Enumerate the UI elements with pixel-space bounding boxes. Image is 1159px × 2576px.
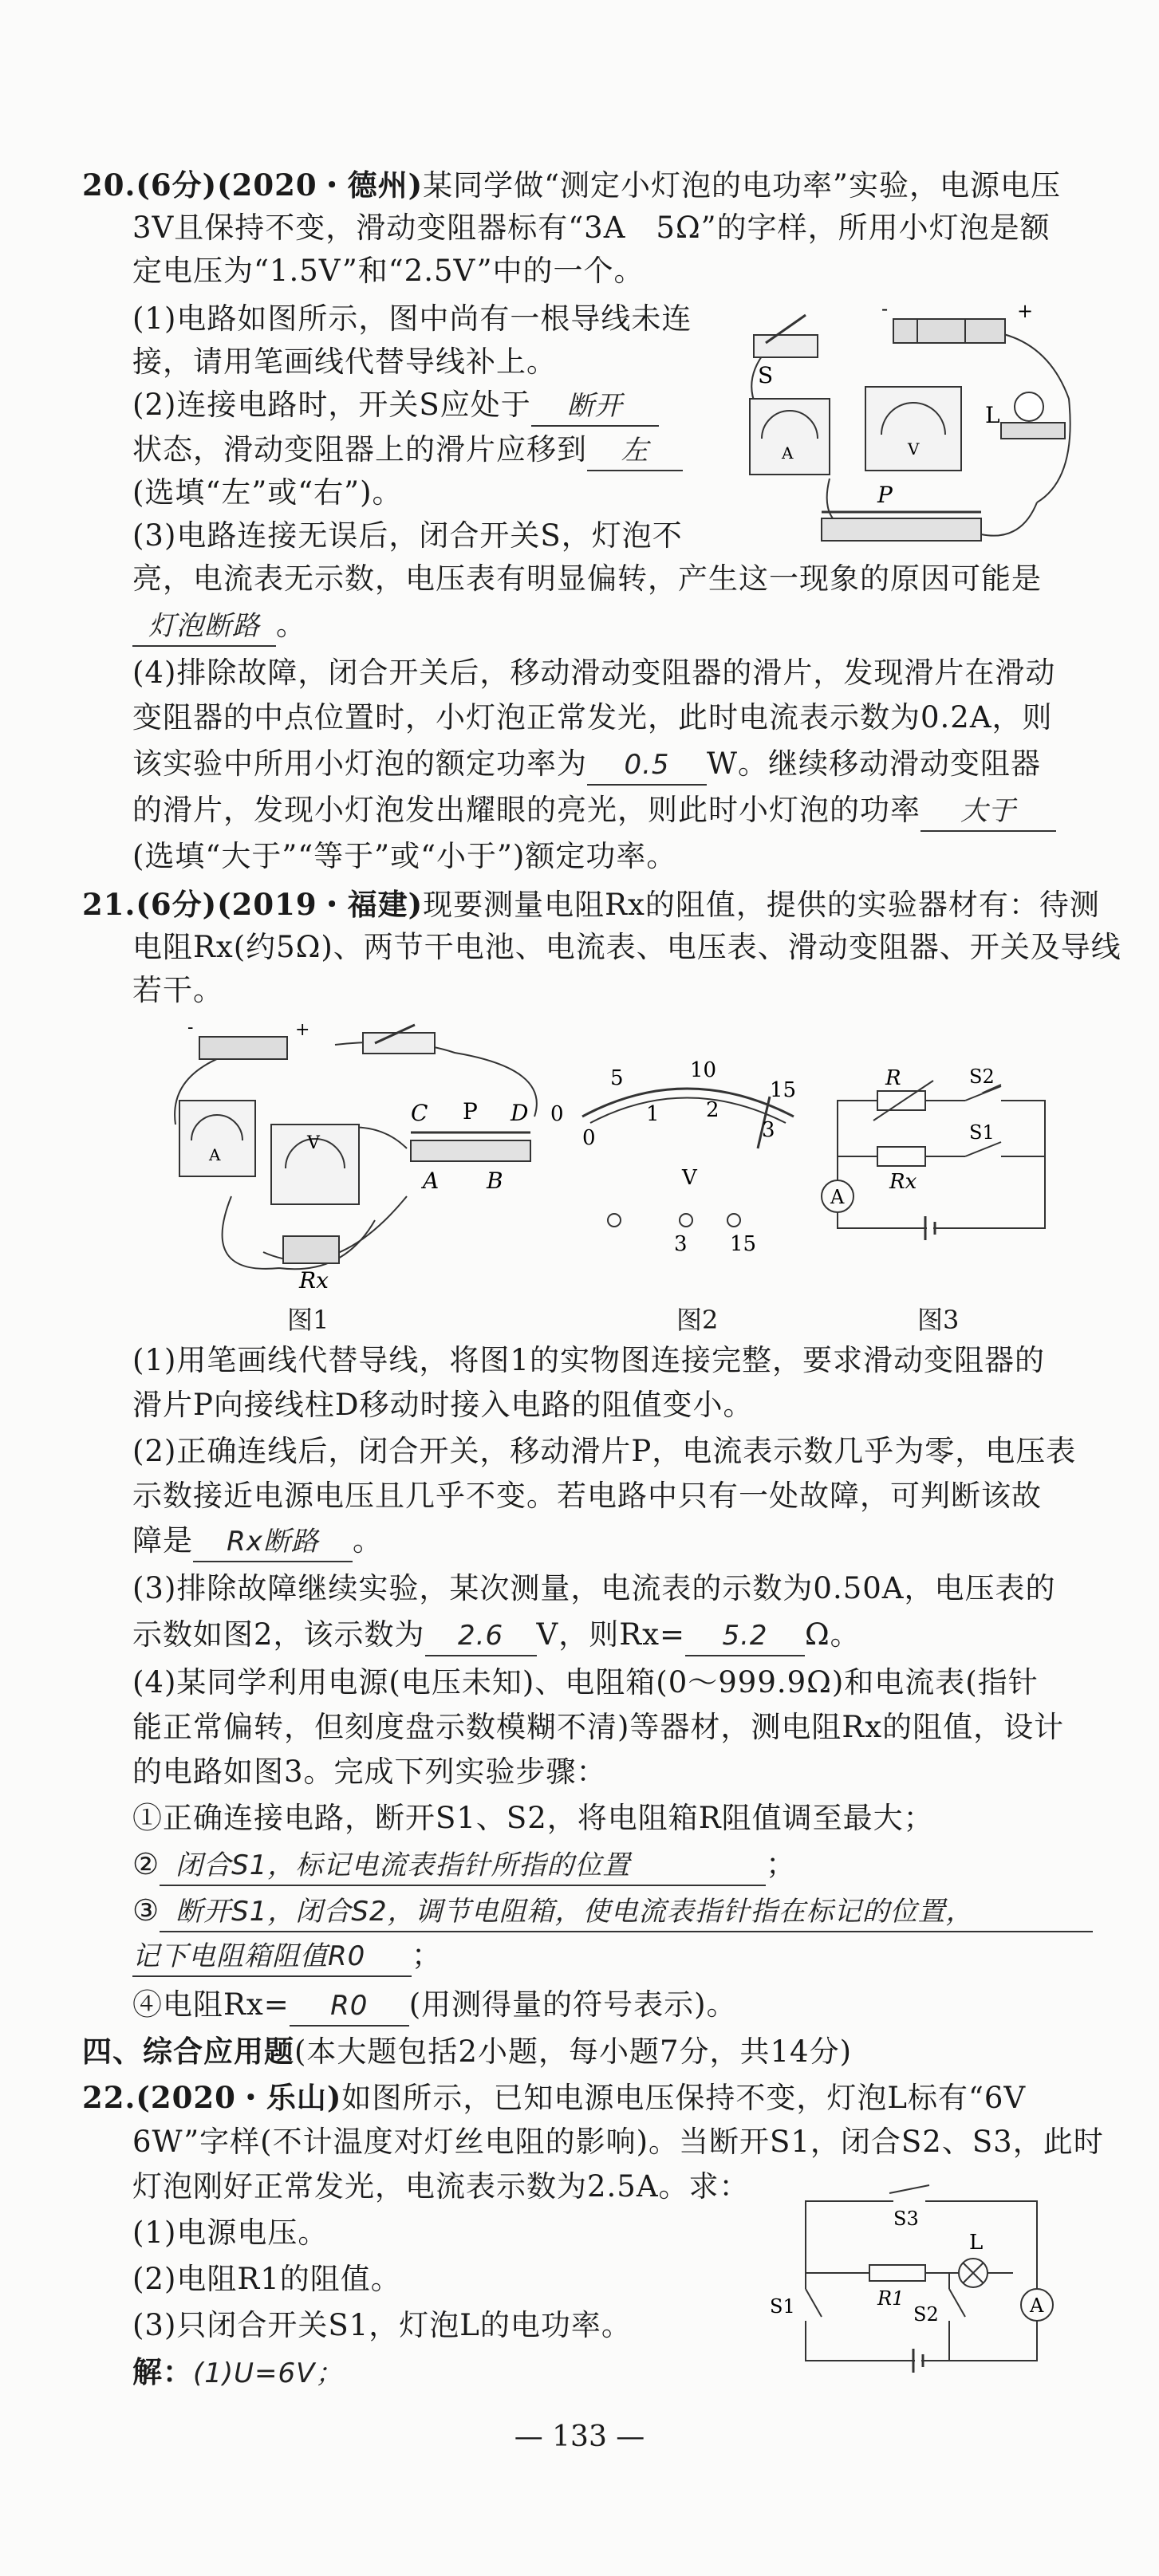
q21-part1a: (1)用笔画线代替导线，将图1的实物图连接完整，要求滑动变阻器的 xyxy=(132,1343,1045,1377)
q21-answer-fault-text: Rx断路 xyxy=(227,1526,319,1558)
q20-part4b: 变阻器的中点位置时，小灯泡正常发光，此时电流表示数为0.2A，则 xyxy=(132,700,1053,735)
q20-part4c xyxy=(132,745,1041,786)
q21-slider-P: P xyxy=(463,1098,478,1125)
q20-switch xyxy=(754,335,818,357)
q21-fig2-term-3: 3 xyxy=(674,1232,688,1256)
q21-answer-resistance xyxy=(685,1616,805,1656)
q22-line1 xyxy=(82,2078,1026,2117)
q21-line3: 若干。 xyxy=(132,973,223,1007)
q21-answer-voltage xyxy=(425,1616,537,1656)
q21-fig3-box-R xyxy=(877,1091,925,1110)
q20-part4e: (选填“大于”“等于”或“小于”)额定功率。 xyxy=(132,839,677,873)
q21-rx-label: Rx xyxy=(299,1267,329,1294)
q21-fig3-S1-label: S1 xyxy=(969,1121,995,1144)
q21-fig2-top-15: 15 xyxy=(770,1078,797,1102)
q20-meta: (6分)(2020・德州) xyxy=(136,167,424,203)
q20-number: 20. xyxy=(82,167,136,203)
q21-terminal-A: A xyxy=(423,1168,440,1194)
q20-answer-switch-text: 断开 xyxy=(566,390,623,422)
section4-heading xyxy=(82,2032,852,2071)
q21-part2c-text: 障是 xyxy=(132,1523,193,1558)
q20-part1a: (1)电路如图所示，图中尚有一根导线未连 xyxy=(132,301,692,336)
q21-fig3-ammeter-label: A xyxy=(830,1186,845,1208)
q21-step1: ①正确连接电路，断开S1、S2，将电阻箱R阻值调至最大； xyxy=(132,1801,934,1835)
q20-switch-label: S xyxy=(758,362,774,388)
q22-line2: 6W”字样(不计温度对灯丝电阻的影响)。当断开S1，闭合S2、S3，此时 xyxy=(132,2125,1104,2159)
page-number: — 133 — xyxy=(514,2420,645,2453)
q20-part3c-text: 。 xyxy=(276,608,306,642)
q20-answer-compare xyxy=(920,791,1056,832)
q20-part2b xyxy=(132,431,683,471)
q20-circuit-figure xyxy=(718,297,1085,566)
q20-line1 xyxy=(82,166,1061,205)
q20-part2b-text: 状态，滑动变阻器上的滑片应移到 xyxy=(132,432,587,467)
q21-voltmeter-label: V xyxy=(307,1133,320,1153)
q21-part2d-text: 。 xyxy=(353,1523,383,1558)
q20-part4a: (4)排除故障，闭合开关后，移动滑动变阻器的滑片，发现滑片在滑动 xyxy=(132,656,1056,690)
q21-text: 现要测量电阻Rx的阻值，提供的实验器材有：待测 xyxy=(423,888,1100,922)
q21-line1 xyxy=(82,885,1100,924)
q22-resistor-R1 xyxy=(869,2265,925,2281)
q21-step3-number: ③ xyxy=(132,1893,160,1928)
q20-text: 某同学做“测定小灯泡的电功率”实验，电源电压 xyxy=(423,168,1061,203)
q22-S1-label: S1 xyxy=(770,2295,795,2318)
q20-part4c-text: 该实验中所用小灯泡的额定功率为 xyxy=(132,746,587,781)
q22-solution xyxy=(132,2353,343,2393)
q20-answer-position-text: 左 xyxy=(621,435,649,467)
q22-solution-text: (1)U=6V； xyxy=(193,2357,344,2389)
q21-step4-text: ④电阻Rx= xyxy=(132,1987,290,2022)
q20-part1b: 接，请用笔画线代替导线补上。 xyxy=(132,345,557,379)
q21-part2a: (2)正确连线后，闭合开关，移动滑片P，电流表示数几乎为零，电压表 xyxy=(132,1434,1077,1468)
q21-step2-end: ； xyxy=(766,1847,797,1881)
q22-circuit-figure xyxy=(766,2177,1069,2385)
q21-number: 21. xyxy=(82,887,136,922)
q22-part3: (3)只闭合开关S1，灯泡L的电功率。 xyxy=(132,2308,632,2342)
q22-line3: 灯泡刚好正常发光，电流表示数为2.5A。求： xyxy=(132,2169,750,2204)
q20-part2c: (选填“左”或“右”)。 xyxy=(132,475,403,510)
q20-battery xyxy=(893,319,1005,343)
q20-answer-compare-text: 大于 xyxy=(960,795,1016,827)
q20-answer-power xyxy=(587,745,707,786)
q20-lamp xyxy=(1015,392,1043,421)
q22-text: 如图所示，已知电源电压保持不变，灯泡L标有“6V xyxy=(341,2081,1027,2115)
q22-ammeter-label: A xyxy=(1030,2294,1044,2317)
q21-answer-resistance-text: 5.2 xyxy=(722,1620,768,1652)
q21-step4-text2: (用测得量的符号表示)。 xyxy=(408,1987,737,2022)
q20-rheostat xyxy=(822,518,981,541)
q21-part3b-text: 示数如图2，该示数为 xyxy=(132,1617,425,1652)
q20-answer-fault-text: 灯泡断路 xyxy=(148,610,260,642)
q21-answer-voltage-text: 2.6 xyxy=(458,1620,504,1652)
q21-part2c xyxy=(132,1522,383,1562)
q21-fig2-V: V xyxy=(682,1166,697,1190)
q20-voltmeter-label: V xyxy=(908,439,920,459)
q21-fig2-bottom-2: 2 xyxy=(706,1098,719,1122)
section4-title: 四、综合应用题 xyxy=(82,2034,294,2069)
q21-fig2-bottom-1: 1 xyxy=(646,1102,660,1126)
q21-step4-answer xyxy=(290,1986,409,2027)
q21-step3a xyxy=(132,1892,1093,1932)
q21-part4c: 的电路如图3。完成下列实验步骤： xyxy=(132,1755,607,1789)
q21-figure1 xyxy=(136,1018,598,1294)
q21-step2 xyxy=(132,1845,796,1886)
q21-fig3-box-Rx xyxy=(877,1147,925,1166)
q21-part3b-text3: Ω。 xyxy=(805,1617,861,1652)
q20-battery-plus-label: + xyxy=(1017,300,1034,322)
q21-part3a: (3)排除故障继续实验，某次测量，电流表的示数为0.50A，电压表的 xyxy=(132,1571,1056,1605)
q22-S2-label: S2 xyxy=(913,2303,939,2326)
q20-part3b: 亮，电流表无示数，电压表有明显偏转，产生这一现象的原因可能是 xyxy=(132,561,1042,596)
q21-terminal-D: D xyxy=(511,1100,529,1126)
q21-part1b: 滑片P向接线柱D移动时接入电路的阻值变小。 xyxy=(132,1388,754,1422)
q20-line3: 定电压为“1.5V”和“2.5V”中的一个。 xyxy=(132,254,645,288)
q21-step2-number: ② xyxy=(132,1847,160,1881)
q20-part4c-text2: W。继续移动滑动变阻器 xyxy=(707,746,1042,781)
q21-terminal-C: C xyxy=(411,1100,428,1126)
q21-answer-fault xyxy=(193,1522,353,1562)
q21-step3-answer-b xyxy=(132,1936,412,1977)
q22-part1: (1)电源电压。 xyxy=(132,2216,329,2250)
q21-switch xyxy=(363,1033,435,1054)
q22-number: 22. xyxy=(82,2080,136,2115)
q21-step4-answer-text: R0 xyxy=(330,1990,369,2022)
q21-fig2-zero: 0 xyxy=(550,1102,564,1126)
q20-part3c xyxy=(132,606,306,647)
q20-part3a: (3)电路连接无误后，闭合开关S，灯泡不 xyxy=(132,518,683,553)
q21-part2b: 示数接近电源电压且几乎不变。若电路中只有一处故障，可判断该故 xyxy=(132,1479,1042,1513)
q22-part2: (2)电阻R1的阻值。 xyxy=(132,2262,401,2296)
q21-fig3-S2-label: S2 xyxy=(969,1065,995,1088)
q20-part4d-text: 的滑片，发现小灯泡发出耀眼的亮光，则此时小灯泡的功率 xyxy=(132,793,920,827)
q20-battery-minus-label: - xyxy=(881,297,889,320)
q22-switch-S3 xyxy=(889,2185,929,2193)
q20-ammeter-label: A xyxy=(782,443,794,463)
q21-battery xyxy=(199,1037,287,1059)
q20-part4d xyxy=(132,791,1056,832)
q21-part4b: 能正常偏转，但刻度盘示数模糊不清)等器材，测电阻Rx的阻值，设计 xyxy=(132,1710,1065,1744)
q20-slider-label: P xyxy=(877,482,893,508)
q20-line2: 3V且保持不变，滑动变阻器标有“3A 5Ω”的字样，所用小灯泡是额 xyxy=(132,211,1051,245)
q21-fig3-Rx-label: Rx xyxy=(889,1170,917,1194)
q21-battery-plus: + xyxy=(295,1020,310,1040)
q20-answer-power-text: 0.5 xyxy=(624,749,670,781)
q22-lamp-label: L xyxy=(969,2231,984,2255)
q21-ammeter-label: A xyxy=(209,1145,221,1164)
q21-fig2-bottom-0: 0 xyxy=(582,1126,596,1150)
q21-fig3-R-label: R xyxy=(885,1066,901,1090)
q22-meta: (2020・乐山) xyxy=(136,2080,342,2115)
q21-meta: (6分)(2019・福建) xyxy=(136,887,424,922)
q20-answer-position xyxy=(587,431,683,471)
q22-solution-label: 解： xyxy=(132,2354,193,2389)
q21-resistor-rx xyxy=(283,1236,339,1263)
q21-figure2 xyxy=(550,1058,814,1256)
q21-step3b xyxy=(132,1936,442,1977)
q21-terminal-B: B xyxy=(487,1168,503,1194)
q21-line2: 电阻Rx(约5Ω)、两节干电池、电流表、电压表、滑动变阻器、开关及导线 xyxy=(132,930,1122,964)
q20-lamp-label: L xyxy=(985,402,1000,428)
q20-part2a-text: (2)连接电路时，开关S应处于 xyxy=(132,388,531,422)
q21-rheostat xyxy=(411,1140,530,1161)
q21-figure3 xyxy=(806,1065,1069,1252)
q21-part4a: (4)某同学利用电源(电压未知)、电阻箱(0～999.9Ω)和电流表(指针 xyxy=(132,1665,1039,1700)
q21-fig2-term-15: 15 xyxy=(730,1232,757,1256)
q21-fig2-caption: 图2 xyxy=(676,1305,719,1335)
q21-step3-answer-a xyxy=(160,1892,1093,1932)
q21-fig1-caption: 图1 xyxy=(287,1305,329,1335)
q21-step3-end: ； xyxy=(412,1938,442,1972)
q22-S3-label: S3 xyxy=(893,2208,919,2230)
q20-answer-fault xyxy=(132,606,276,647)
q21-part3b xyxy=(132,1616,861,1656)
q21-step2-answer xyxy=(160,1845,766,1886)
q21-fig2-bottom-3: 3 xyxy=(762,1118,775,1142)
q21-part3b-text2: V，则Rx= xyxy=(536,1617,685,1652)
q21-step2-answer-text: 闭合S1，标记电流表指针所指的位置 xyxy=(175,1849,631,1881)
q21-step4 xyxy=(132,1986,737,2027)
q20-answer-switch xyxy=(531,386,659,427)
q21-step3-answer-a-text: 断开S1，闭合S2，调节电阻箱，使电流表指针指在标记的位置， xyxy=(175,1896,974,1928)
q21-fig3-caption: 图3 xyxy=(917,1305,960,1335)
q21-battery-minus: - xyxy=(187,1018,194,1038)
q20-part2a xyxy=(132,386,659,427)
q21-step3-answer-b-text: 记下电阻箱阻值R0 xyxy=(132,1940,366,1972)
q21-fig2-top-10: 10 xyxy=(690,1058,717,1082)
section4-note: (本大题包括2小题，每小题7分，共14分) xyxy=(294,2034,853,2069)
q22-R1-label: R1 xyxy=(877,2287,905,2310)
q21-fig2-top-5: 5 xyxy=(610,1066,624,1090)
